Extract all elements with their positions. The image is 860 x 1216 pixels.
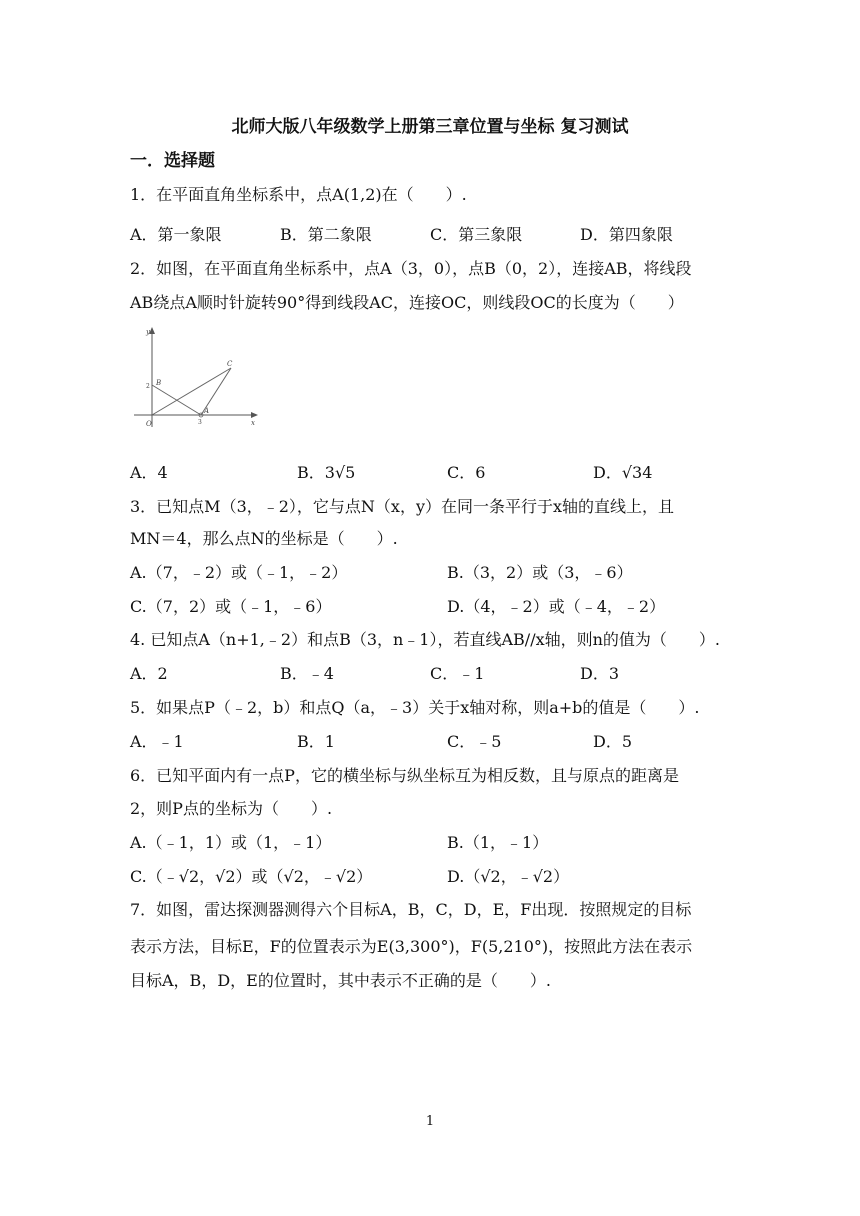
question-6-option-c: C.（﹣√2，√2）或（√2，﹣√2） [130, 867, 373, 886]
question-4-option-b: B．﹣4 [280, 664, 334, 683]
question-1-option-a: A．第一象限 [130, 225, 222, 244]
question-1-stem: 1．在平面直角坐标系中，点A(1,2)在（ ）. [130, 185, 467, 204]
point-a-label: A [204, 407, 210, 415]
origin-label: O [146, 420, 152, 428]
question-2-option-d: D．√34 [593, 463, 653, 482]
x-axis-label: x [251, 419, 255, 427]
question-3-option-c: C.（7，2）或（﹣1，﹣6） [130, 597, 332, 616]
question-2-option-c: C．6 [447, 463, 486, 482]
y-tick-2-label: 2 [146, 383, 150, 390]
question-3-option-b: B.（3，2）或（3，﹣6） [447, 563, 633, 582]
question-6-option-b: B.（1，﹣1） [447, 833, 549, 852]
question-2-option-a: A．4 [130, 463, 168, 482]
x-tick-3-label: 3 [198, 419, 202, 426]
question-4-option-d: D．3 [580, 664, 620, 683]
question-2-stem-line-1: 2．如图，在平面直角坐标系中，点A（3，0），点B（0，2），连接AB，将线段 [130, 259, 692, 278]
question-5-option-b: B．1 [297, 732, 335, 751]
question-7-stem-line-2: 表示方法，目标E，F的位置表示为E(3,300°)，F(5,210°)，按照此方法在表示 [130, 937, 693, 956]
document-title: 北师大版八年级数学上册第三章位置与坐标 复习测试 [231, 117, 629, 137]
segment-oc [152, 368, 231, 415]
point-b-label: B [156, 379, 162, 387]
question-7-stem-line-3: 目标A，B，D，E的位置时，其中表示不正确的是（ ）. [130, 971, 551, 990]
question-4-stem: 4. 已知点A（n+1,﹣2）和点B（3，n﹣1），若直线AB//x轴，则n的值为（ ）. [130, 630, 720, 649]
question-1-option-d: D．第四象限 [580, 225, 673, 244]
question-2-option-b: B．3√5 [297, 463, 356, 482]
question-3-option-d: D.（4，﹣2）或（﹣4，﹣2） [447, 597, 666, 616]
section-heading: 一．选择题 [130, 151, 215, 171]
page-number: 1 [425, 1114, 435, 1129]
x-axis-arrow [251, 412, 258, 418]
question-3-stem-line-2: MN＝4，那么点N的坐标是（ ）. [130, 529, 398, 548]
point-c-label: C [227, 360, 233, 368]
question-4-option-c: C．﹣1 [430, 664, 485, 683]
question-2-stem-line-2: AB绕点A顺时针旋转90°得到线段AC，连接OC，则线段OC的长度为（ ） [130, 293, 684, 312]
question-6-option-a: A.（﹣1，1）或（1，﹣1） [130, 833, 332, 852]
question-1-option-b: B．第二象限 [280, 225, 372, 244]
coordinate-figure [130, 325, 265, 435]
question-5-stem: 5．如果点P（﹣2，b）和点Q（a，﹣3）关于x轴对称，则a+b的值是（ ）. [130, 698, 700, 717]
question-5-option-d: D．5 [593, 732, 633, 751]
question-5-option-c: C．﹣5 [447, 732, 502, 751]
question-1-option-c: C．第三象限 [430, 225, 523, 244]
question-3-stem-line-1: 3．已知点M（3，﹣2），它与点N（x，y）在同一条平行于x轴的直线上，且 [130, 497, 675, 516]
question-6-stem-line-2: 2，则P点的坐标为（ ）. [130, 799, 333, 818]
question-5-option-a: A．﹣1 [130, 732, 184, 751]
question-3-option-a: A.（7，﹣2）或（﹣1，﹣2） [130, 563, 348, 582]
question-4-option-a: A．2 [130, 664, 168, 683]
question-6-option-d: D.（√2，﹣√2） [447, 867, 570, 886]
question-6-stem-line-1: 6．已知平面内有一点P，它的横坐标与纵坐标互为相反数，且与原点的距离是 [130, 766, 679, 785]
y-axis-label: y [146, 328, 150, 336]
question-7-stem-line-1: 7．如图，雷达探测器测得六个目标A，B，C，D，E，F出现．按照规定的目标 [130, 900, 692, 919]
